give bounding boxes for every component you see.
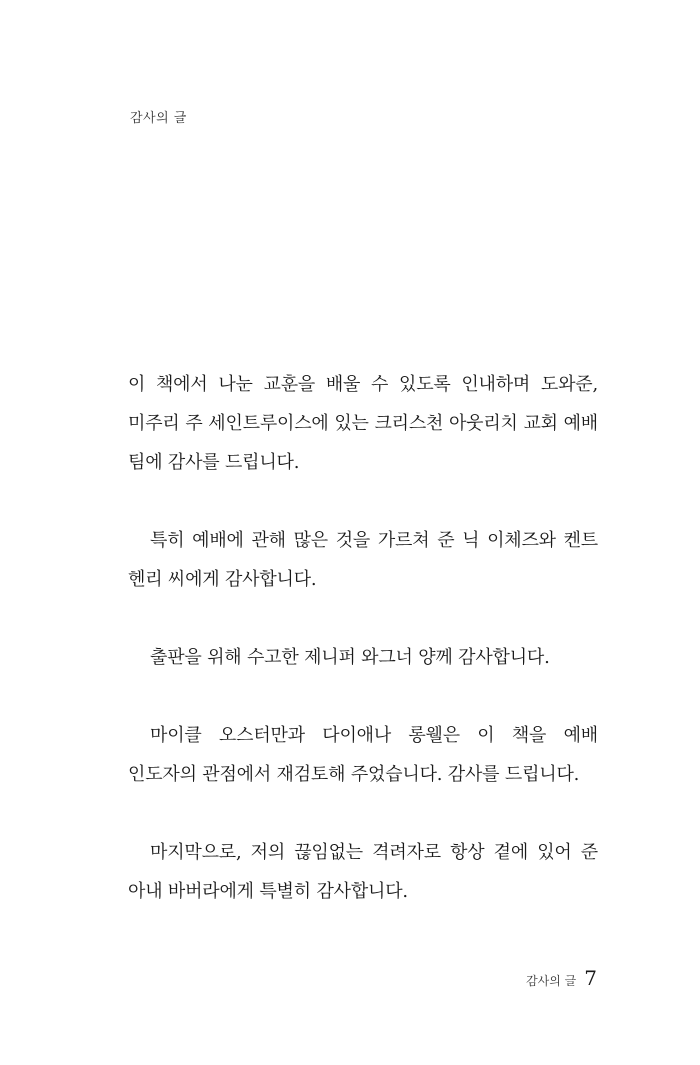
paragraph-2: 특히 예배에 관해 많은 것을 가르쳐 준 닉 이체즈와 켄트 헨리 씨에게 감사합니다. <box>128 530 598 590</box>
paragraph-5: 마지막으로, 저의 끊임없는 격려자로 항상 곁에 있어 준 아내 바버라에게 특별히 감사합니다. <box>128 842 598 902</box>
paragraph-1: 이 책에서 나눈 교훈을 배울 수 있도록 인내하며 도와준, 미주리 주 세인트루이스에 있는 크리스천 아웃리치 교회 예배 팀에 감사를 드립니다. <box>128 374 598 473</box>
paragraph-4: 마이클 오스터만과 다이애나 롱웰은 이 책을 예배 인도자의 관점에서 재검토해 주었습니다. 감사를 드립니다. <box>128 725 598 785</box>
page-number: 7 <box>584 966 597 990</box>
running-header-title: 감사의 글 <box>130 111 187 126</box>
acknowledgments-body <box>128 365 598 911</box>
paragraph-3: 출판을 위해 수고한 제니퍼 와그너 양께 감사합니다. <box>150 647 550 668</box>
page-footer <box>526 966 597 990</box>
running-footer-title: 감사의 글 <box>526 974 577 988</box>
